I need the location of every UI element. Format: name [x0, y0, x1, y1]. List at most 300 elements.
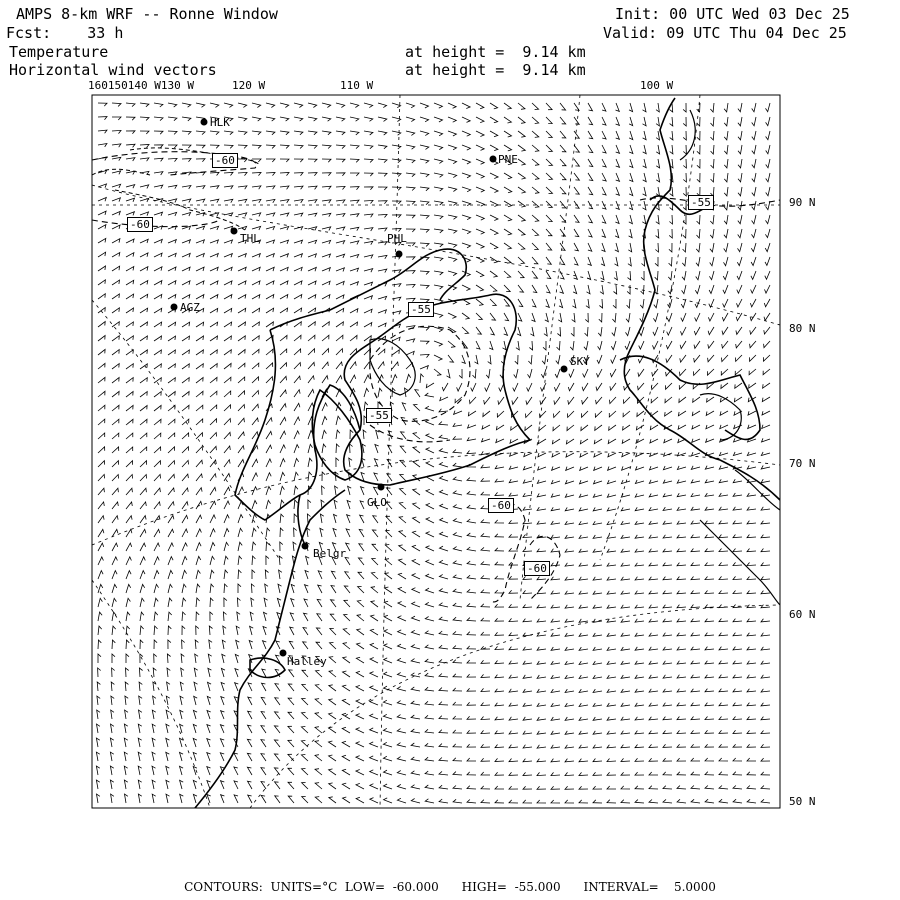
wind-barb — [154, 447, 161, 453]
wind-barb — [509, 689, 518, 692]
wind-barb — [384, 658, 392, 663]
wind-barb — [294, 500, 298, 509]
wind-barb — [329, 797, 336, 803]
wind-barb — [224, 295, 232, 299]
wind-barb — [453, 730, 462, 733]
wind-barb — [196, 131, 205, 135]
wind-barb — [154, 392, 161, 397]
wind-barb — [210, 377, 217, 383]
wind-barb — [709, 271, 714, 280]
wind-barb — [467, 437, 476, 440]
wind-barb — [439, 758, 448, 762]
wind-barb — [308, 117, 317, 121]
wind-barb — [574, 229, 579, 237]
wind-barb — [439, 409, 448, 412]
wind-barb — [719, 562, 728, 565]
wind-barb — [738, 131, 742, 140]
wind-barb — [532, 131, 539, 137]
wind-barb — [248, 697, 252, 705]
wind-barb — [462, 145, 470, 150]
wind-barb — [291, 584, 295, 593]
wind-barb — [749, 355, 756, 361]
wind-barb — [182, 474, 188, 481]
wind-barb — [264, 612, 268, 621]
wind-barb — [210, 529, 215, 537]
wind-barb — [252, 145, 261, 148]
wind-barb — [397, 771, 406, 776]
wind-barb — [280, 390, 286, 397]
wind-barb — [565, 703, 574, 706]
wind-barb — [593, 549, 602, 552]
wind-barb — [280, 240, 289, 244]
wind-barb — [762, 397, 770, 402]
wind-barb — [426, 448, 434, 453]
wind-barb — [126, 239, 134, 243]
wind-barb — [656, 103, 659, 112]
wind-barb — [602, 103, 606, 111]
wind-barb — [182, 145, 191, 148]
wind-barb — [182, 186, 191, 189]
wind-barb — [372, 530, 378, 537]
wind-barb — [542, 355, 546, 364]
wind-barb — [98, 543, 104, 551]
wind-barb — [551, 591, 560, 594]
wind-barb — [224, 267, 232, 271]
wind-barb — [532, 117, 539, 124]
wind-barb — [643, 131, 647, 140]
wind-barb — [621, 745, 630, 748]
wind-barb — [224, 186, 233, 189]
wind-barb — [574, 243, 578, 251]
wind-barb — [724, 159, 728, 168]
wind-barb — [504, 285, 510, 292]
wind-barb — [370, 672, 378, 677]
wind-barb — [568, 397, 574, 404]
wind-barb — [182, 159, 191, 162]
wind-barb — [565, 563, 574, 566]
wind-barb — [154, 145, 163, 148]
wind-barb — [669, 257, 672, 266]
wind-barb — [238, 570, 241, 579]
wind-barb — [454, 411, 462, 415]
wind-barb — [378, 131, 387, 135]
wind-barb — [705, 703, 714, 706]
wind-barb — [139, 682, 142, 691]
wind-barb — [322, 227, 331, 231]
wind-barb — [318, 571, 322, 579]
wind-barb — [124, 766, 127, 775]
wind-barb — [448, 243, 457, 247]
wind-barb — [280, 376, 287, 383]
wind-barb — [426, 560, 434, 565]
wind-barb — [579, 675, 588, 678]
wind-barb — [364, 173, 373, 176]
wind-barb — [453, 744, 462, 747]
wind-barb — [593, 563, 602, 566]
wind-barb — [546, 187, 553, 194]
contour-label: -55 — [688, 195, 714, 210]
wind-barb — [126, 447, 133, 453]
wind-barb — [378, 214, 387, 217]
wind-barb — [481, 688, 490, 691]
wind-barb — [719, 479, 728, 482]
wind-barb — [467, 589, 476, 593]
wind-barb — [262, 669, 266, 677]
wind-barb — [343, 671, 351, 677]
wind-barb — [468, 424, 477, 428]
wind-barb — [551, 535, 560, 538]
wind-barb — [540, 411, 547, 418]
wind-barb — [649, 619, 658, 622]
wind-barb — [196, 474, 202, 481]
wind-barb — [207, 753, 211, 761]
wind-barb — [209, 640, 212, 649]
wind-barb — [476, 159, 484, 164]
wind-barb — [733, 689, 742, 692]
wind-barb — [724, 131, 728, 140]
wind-barb — [537, 605, 546, 608]
wind-barb — [336, 103, 345, 108]
wind-barb — [237, 612, 240, 621]
wind-barb — [579, 563, 588, 566]
wind-barb — [336, 458, 339, 467]
wind-barb — [280, 227, 289, 231]
wind-barb — [364, 388, 369, 397]
wind-barb — [434, 257, 443, 261]
wind-barb — [613, 299, 616, 308]
wind-barb — [607, 480, 616, 484]
wind-barb — [719, 717, 728, 720]
wind-barb — [350, 255, 359, 259]
wind-barb — [196, 226, 205, 230]
wind-barb — [636, 439, 644, 443]
wind-barb — [537, 619, 546, 622]
wind-barb — [532, 299, 536, 307]
wind-barb — [138, 794, 141, 803]
wind-barb — [719, 786, 728, 790]
wind-barb — [126, 598, 130, 607]
wind-barb — [384, 770, 393, 775]
wind-barb — [664, 453, 672, 457]
wind-barb — [607, 591, 616, 594]
wind-barb — [350, 309, 358, 313]
wind-barb — [112, 239, 120, 243]
wind-barb — [583, 369, 588, 377]
wind-barb — [406, 201, 415, 204]
wind-barb — [572, 313, 575, 322]
wind-barb — [723, 285, 728, 293]
wind-barb — [112, 419, 119, 425]
wind-barb — [336, 268, 344, 272]
wind-barb — [224, 432, 230, 439]
wind-barb — [696, 243, 700, 252]
wind-barb — [735, 383, 742, 388]
wind-barb — [665, 397, 672, 403]
wind-barb — [266, 377, 273, 383]
wind-barb — [565, 800, 574, 803]
wind-barb — [168, 461, 175, 467]
wind-barb — [656, 173, 659, 182]
wind-barb — [412, 559, 420, 565]
wind-barb — [607, 605, 616, 608]
wind-barb — [196, 598, 200, 607]
wind-barb — [196, 322, 204, 327]
wind-barb — [467, 688, 476, 691]
wind-barb — [607, 731, 616, 734]
wind-barb — [761, 535, 770, 538]
wind-barb — [329, 671, 336, 677]
wind-barb — [425, 406, 434, 411]
wind-barb — [440, 518, 448, 523]
wind-barb — [322, 281, 330, 285]
wind-barb — [476, 313, 482, 320]
wind-barb — [193, 753, 197, 762]
wind-barb — [626, 327, 631, 336]
wind-barb — [761, 661, 770, 664]
wind-barb — [294, 103, 303, 108]
wind-barb — [266, 254, 274, 258]
wind-barb — [608, 467, 616, 471]
wind-barb — [574, 257, 578, 265]
wind-barb — [468, 411, 476, 416]
wind-barb — [364, 309, 372, 313]
wind-barb — [152, 738, 155, 747]
wind-barb — [210, 433, 217, 440]
wind-barb — [611, 341, 616, 350]
wind-barb — [420, 341, 429, 344]
wind-barb — [574, 145, 579, 152]
wind-barb — [622, 453, 630, 457]
wind-barb — [98, 391, 105, 397]
wind-barb — [374, 487, 379, 495]
wind-barb — [504, 187, 512, 193]
wind-barb — [305, 571, 309, 580]
wind-barb — [364, 323, 372, 328]
wind-barb — [415, 390, 420, 397]
wind-barb — [481, 703, 490, 706]
wind-barb — [453, 436, 462, 439]
wind-barb — [434, 215, 443, 219]
wind-barb — [238, 446, 244, 453]
wind-barb — [574, 131, 579, 138]
wind-barb — [552, 453, 560, 457]
wind-barb — [320, 514, 323, 523]
wind-barb — [392, 145, 401, 149]
wind-barb — [238, 515, 243, 524]
wind-barb — [682, 271, 686, 280]
wind-barb — [140, 212, 149, 216]
wind-barb — [370, 798, 378, 803]
wind-barb — [234, 767, 238, 775]
wind-barb — [280, 200, 289, 203]
wind-barb — [294, 295, 302, 300]
wind-barb — [749, 369, 756, 375]
wind-barb — [509, 493, 518, 496]
wind-barb — [565, 494, 574, 498]
wind-barb — [140, 433, 147, 439]
wind-barb — [308, 281, 316, 285]
wind-barb — [308, 308, 316, 313]
wind-barb — [705, 730, 714, 733]
wind-barb — [280, 417, 286, 425]
wind-barb — [124, 780, 127, 789]
wind-barb — [649, 563, 658, 566]
wind-barb — [294, 528, 297, 537]
wind-barb — [302, 684, 308, 691]
wind-barb — [462, 131, 470, 136]
wind-barb — [448, 187, 457, 192]
wind-barb — [210, 391, 217, 397]
wind-barb — [680, 341, 686, 349]
wind-barb — [350, 103, 359, 108]
wind-barb — [280, 295, 288, 300]
wind-barb — [347, 501, 351, 510]
wind-barb — [308, 240, 317, 244]
wind-barb — [607, 494, 616, 498]
wind-barb — [747, 549, 756, 552]
wind-barb — [440, 397, 448, 401]
wind-barb — [568, 383, 574, 391]
wind-barb — [434, 341, 442, 346]
wind-barb — [667, 313, 672, 322]
wind-barb — [316, 671, 323, 678]
wind-barb — [180, 780, 184, 789]
wind-barb — [168, 267, 176, 271]
wind-barb — [261, 740, 266, 747]
wind-barb — [677, 535, 686, 538]
wind-barb — [238, 418, 244, 425]
wind-barb — [537, 689, 546, 692]
wind-barb — [221, 668, 225, 677]
wind-barb — [252, 501, 257, 510]
wind-barb — [112, 502, 118, 509]
wind-barb — [467, 800, 476, 804]
wind-barb — [385, 545, 392, 552]
wind-barb — [364, 214, 373, 217]
wind-barb — [588, 243, 592, 251]
wind-barb — [383, 700, 392, 705]
wind-barb — [266, 418, 272, 425]
wind-barb — [691, 605, 700, 608]
wind-barb — [629, 159, 633, 168]
wind-barb — [546, 103, 552, 110]
wind-barb — [308, 389, 314, 397]
wind-barb — [124, 724, 127, 733]
wind-barb — [546, 145, 552, 152]
wind-barb — [764, 327, 770, 334]
wind-barb — [294, 254, 302, 258]
wind-barb — [193, 738, 197, 747]
wind-barb — [126, 529, 132, 537]
wind-barb — [342, 783, 350, 789]
wind-barb — [112, 117, 121, 120]
wind-barb — [425, 673, 434, 677]
wind-barb — [653, 313, 658, 322]
wind-barb — [397, 715, 406, 719]
wind-barb — [629, 145, 633, 154]
wind-barb — [224, 377, 231, 383]
wind-barb — [663, 744, 672, 747]
wind-barb — [356, 700, 364, 706]
wind-barb — [98, 654, 101, 663]
wind-barb — [724, 145, 728, 154]
wind-barb — [766, 187, 770, 196]
wind-barb — [434, 229, 443, 233]
wind-barb — [154, 405, 161, 411]
wind-barb — [168, 529, 174, 537]
wind-barb — [635, 647, 644, 650]
wind-barb — [656, 187, 659, 196]
wind-barb — [719, 493, 728, 496]
wind-barb — [607, 689, 616, 692]
wind-barb — [621, 535, 630, 538]
wind-barb — [420, 229, 429, 232]
wind-barb — [384, 672, 392, 677]
wind-barb — [663, 619, 672, 622]
wind-barb — [398, 602, 406, 608]
wind-barb — [196, 570, 200, 579]
wind-barb — [196, 529, 201, 537]
station-label-sky: SKY — [570, 355, 590, 368]
wind-barb — [350, 268, 359, 272]
wind-barb — [182, 598, 186, 607]
wind-barb — [643, 159, 647, 168]
wind-barb — [398, 644, 407, 649]
wind-barb — [180, 724, 184, 733]
wind-barb — [266, 267, 274, 271]
wind-barb — [434, 271, 443, 275]
wind-barb — [691, 563, 700, 566]
wind-barb — [481, 520, 490, 524]
wind-barb — [98, 225, 106, 229]
wind-barb — [350, 362, 356, 369]
wind-barb — [196, 433, 203, 439]
wind-barb — [224, 308, 232, 313]
wind-barb — [652, 383, 659, 390]
wind-barb — [196, 543, 201, 551]
wind-barb — [510, 439, 518, 443]
wind-barb — [490, 215, 498, 221]
wind-barb — [621, 605, 630, 608]
wind-barb — [546, 229, 552, 236]
wind-barb — [224, 515, 229, 523]
wind-barb — [168, 392, 175, 398]
wind-barb — [140, 281, 148, 286]
wind-barb — [426, 489, 434, 495]
wind-barb — [677, 480, 686, 484]
wind-barb — [112, 488, 118, 495]
wind-barb — [359, 544, 364, 551]
wind-barb — [747, 675, 756, 678]
wind-barb — [329, 783, 336, 789]
wind-barb — [222, 654, 226, 663]
wind-barb — [350, 335, 357, 341]
wind-barb — [511, 425, 518, 430]
wind-barb — [182, 281, 190, 285]
wind-barb — [329, 699, 336, 705]
wind-barb — [358, 558, 364, 565]
wind-barb — [677, 577, 686, 580]
wind-barb — [168, 212, 177, 216]
wind-barb — [356, 783, 364, 789]
wind-barb — [629, 103, 633, 112]
wind-barb — [154, 419, 161, 425]
wind-barb — [663, 521, 672, 524]
wind-barb — [467, 491, 476, 495]
wind-barb — [649, 758, 658, 761]
wind-barb — [302, 796, 308, 803]
wind-barb — [110, 780, 113, 789]
